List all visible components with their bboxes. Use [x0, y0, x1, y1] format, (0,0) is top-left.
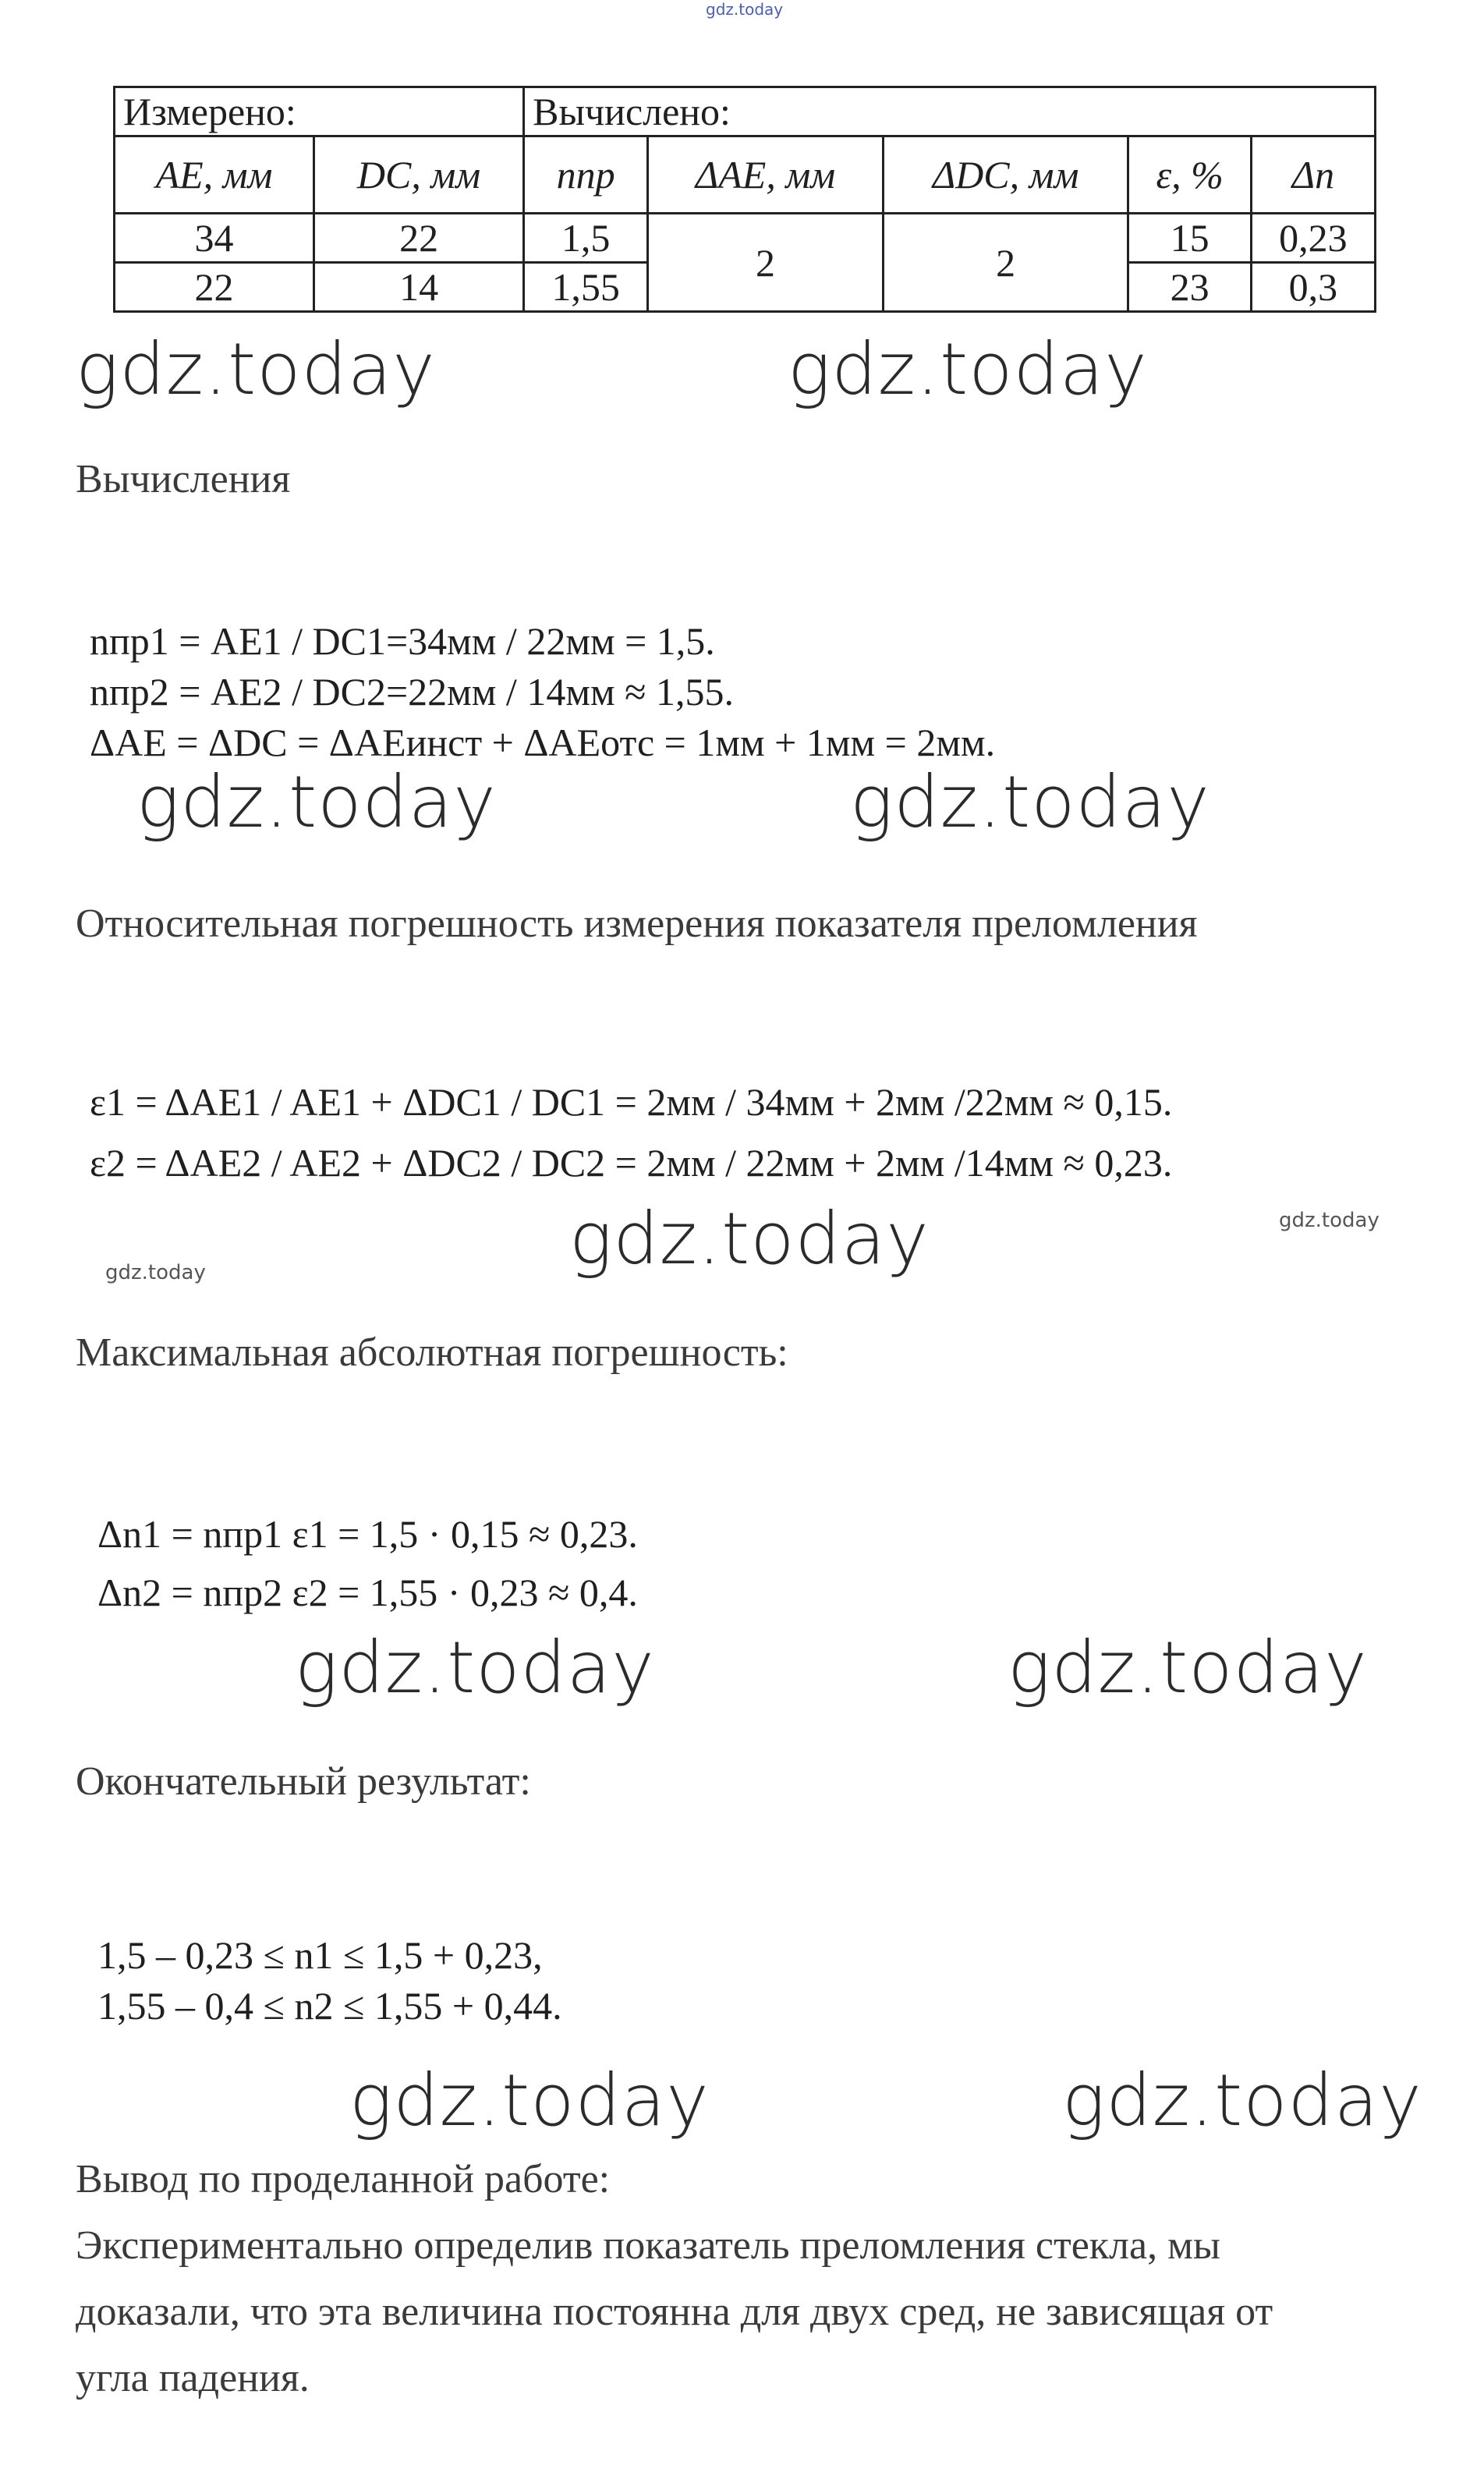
table-cell: 22: [314, 214, 524, 263]
column-header: AE, мм: [115, 136, 314, 214]
heading-conclusion: Вывод по проделанной работе:: [76, 2157, 611, 2201]
column-header: nпр: [524, 136, 648, 214]
formula-line: Δn2 = nпр2 ε2 = 1,55 · 0,23 ≈ 0,4.: [97, 1571, 638, 1614]
formula-line: nпр2 = AE2 / DC2=22мм / 14мм ≈ 1,55.: [90, 670, 735, 714]
table-cell: 22: [115, 263, 314, 312]
formula-line: 1,55 – 0,4 ≤ n2 ≤ 1,55 + 0,44.: [97, 1984, 562, 2028]
table-cell: 0,3: [1251, 263, 1375, 312]
formula-line: ε1 = ΔAE1 / AE1 + ΔDC1 / DC1 = 2мм / 34мм + 2мм /22мм ≈ 0,15.: [90, 1080, 1173, 1124]
group-header-calculated: Вычислено:: [524, 87, 1376, 136]
watermark: gdz.today: [295, 1626, 655, 1709]
heading-final-result: Окончательный результат:: [76, 1759, 531, 1804]
table-row: [115, 214, 1376, 263]
watermark: gdz.today: [850, 760, 1210, 844]
formula-block-absolute-error: [97, 1505, 638, 1622]
watermark: gdz.today: [788, 328, 1148, 411]
conclusion-line: доказали, что эта величина постоянна для двух сред, не зависящая от: [76, 2290, 1273, 2334]
formula-block-final: [97, 1930, 562, 2031]
measurement-table: [113, 86, 1376, 313]
table-cell: 2: [883, 214, 1128, 312]
group-header-measured: Измерено:: [115, 87, 524, 136]
table-cell: 14: [314, 263, 524, 312]
heading-relative-error: Относительная погрешность измерения показателя преломления: [76, 901, 1198, 946]
watermark: gdz.today: [1008, 1626, 1368, 1709]
table-cell: 23: [1128, 263, 1251, 312]
conclusion-line: Экспериментально определив показатель преломления стекла, мы: [76, 2223, 1220, 2268]
formula-block-relative-error: [90, 1072, 1172, 1193]
watermark: gdz.today: [76, 328, 436, 411]
formula-line: ε2 = ΔAE2 / AE2 + ΔDC2 / DC2 = 2мм / 22мм + 2мм /14мм ≈ 0,23.: [90, 1140, 1173, 1185]
watermark-small: gdz.today: [1279, 1209, 1380, 1232]
table-cell: 34: [115, 214, 314, 263]
watermark: gdz.today: [136, 760, 497, 844]
table-cell: 1,5: [524, 214, 648, 263]
watermark: gdz.today: [349, 2059, 710, 2142]
table-cell: 0,23: [1251, 214, 1375, 263]
formula-line: 1,5 – 0,23 ≤ n1 ≤ 1,5 + 0,23,: [97, 1933, 543, 1977]
column-header: Δn: [1251, 136, 1375, 214]
heading-calculations: Вычисления: [76, 457, 291, 501]
formula-block-calc: [90, 616, 995, 768]
formula-line: nпр1 = AE1 / DC1=34мм / 22мм = 1,5.: [90, 619, 715, 663]
watermark: gdz.today: [1062, 2059, 1422, 2142]
watermark: gdz.today: [569, 1197, 930, 1280]
column-header: ΔDC, мм: [883, 136, 1128, 214]
heading-absolute-error: Максимальная абсолютная погрешность:: [76, 1330, 788, 1375]
watermark-top: gdz.today: [706, 0, 784, 19]
conclusion-line: угла падения.: [76, 2356, 310, 2400]
column-header: DC, мм: [314, 136, 524, 214]
table-cell: 2: [648, 214, 884, 312]
formula-line: Δn1 = nпр1 ε1 = 1,5 · 0,15 ≈ 0,23.: [97, 1512, 638, 1556]
formula-line: ΔAE = ΔDC = ΔAEинст + ΔAEотс = 1мм + 1мм = 2мм.: [90, 721, 996, 764]
table-cell: 15: [1128, 214, 1251, 263]
column-header: ΔAE, мм: [648, 136, 884, 214]
column-header: ε, %: [1128, 136, 1251, 214]
watermark-small: gdz.today: [105, 1261, 206, 1284]
table-cell: 1,55: [524, 263, 648, 312]
